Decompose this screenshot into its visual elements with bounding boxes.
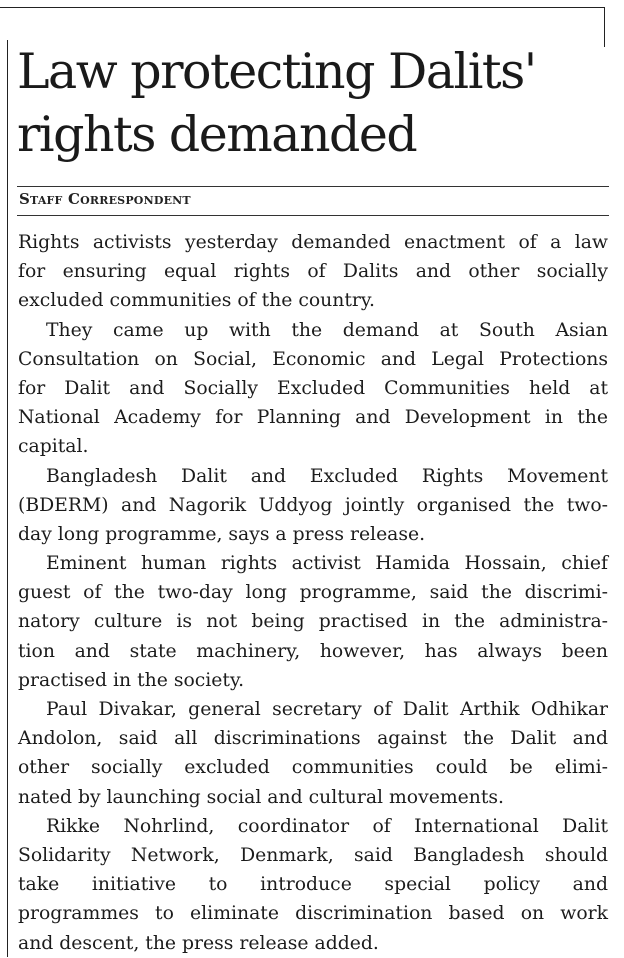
top-border-rule xyxy=(0,7,604,8)
paragraph-line: Paul Divakar, general secretary of Dalit Arthik Odhikar xyxy=(46,699,608,720)
paragraph-line: capital. xyxy=(18,436,89,458)
paragraph-line: Solidarity Network, Denmark, said Bangladesh should xyxy=(18,844,608,866)
paragraph-line: natory culture is not being practised in the administra- xyxy=(18,611,608,633)
article-body xyxy=(18,228,608,958)
article-paragraph xyxy=(18,695,608,812)
left-border-rule xyxy=(7,40,8,957)
paragraph-line: National Academy for Planning and Development in the xyxy=(18,407,608,429)
paragraph-line: Consultation on Social, Economic and Legal Protections xyxy=(18,348,608,370)
paragraph-line: for ensuring equal rights of Dalits and other socially xyxy=(18,261,608,283)
article-paragraph xyxy=(18,549,608,695)
paragraph-line: practised in the society. xyxy=(18,669,245,691)
paragraph-line: (BDERM) and Nagorik Uddyog jointly organised the two- xyxy=(18,494,608,516)
paragraph-line: Rights activists yesterday demanded enactment of a law xyxy=(18,232,608,253)
paragraph-line: and descent, the press release added. xyxy=(18,932,379,954)
article-paragraph xyxy=(18,228,608,316)
headline xyxy=(17,40,612,166)
paragraph-line: for Dalit and Socially Excluded Communities held at xyxy=(18,377,608,399)
article-paragraph xyxy=(18,316,608,462)
paragraph-line: Eminent human rights activist Hamida Hossain, chief xyxy=(46,553,608,575)
byline: Staff Correspondent xyxy=(19,190,191,208)
paragraph-line: They came up with the demand at South Asian xyxy=(46,319,608,341)
paragraph-line: excluded communities of the country. xyxy=(18,290,375,312)
byline-bottom-rule xyxy=(17,215,609,216)
paragraph-line: nated by launching social and cultural movements. xyxy=(18,786,505,808)
byline-top-rule xyxy=(17,186,609,187)
headline-line: rights demanded xyxy=(17,106,417,163)
paragraph-line: other socially excluded communities could be elimi- xyxy=(18,757,608,779)
paragraph-line: take initiative to introduce special policy and xyxy=(18,874,608,896)
paragraph-line: tion and state machinery, however, has always been xyxy=(18,640,608,662)
paragraph-line: guest of the two-day long programme, said the discrimi- xyxy=(18,582,608,604)
article-paragraph xyxy=(18,462,608,550)
headline-line: Law protecting Dalits' xyxy=(17,43,536,100)
paragraph-line: Rikke Nohrlind, coordinator of International Dalit xyxy=(46,815,608,837)
paragraph-line: Bangladesh Dalit and Excluded Rights Movement xyxy=(46,465,608,487)
paragraph-line: Andolon, said all discriminations against the Dalit and xyxy=(18,728,608,750)
paragraph-line: day long programme, says a press release. xyxy=(18,523,426,545)
paragraph-line: programmes to eliminate discrimination based on work xyxy=(18,903,608,925)
article-paragraph xyxy=(18,812,608,958)
